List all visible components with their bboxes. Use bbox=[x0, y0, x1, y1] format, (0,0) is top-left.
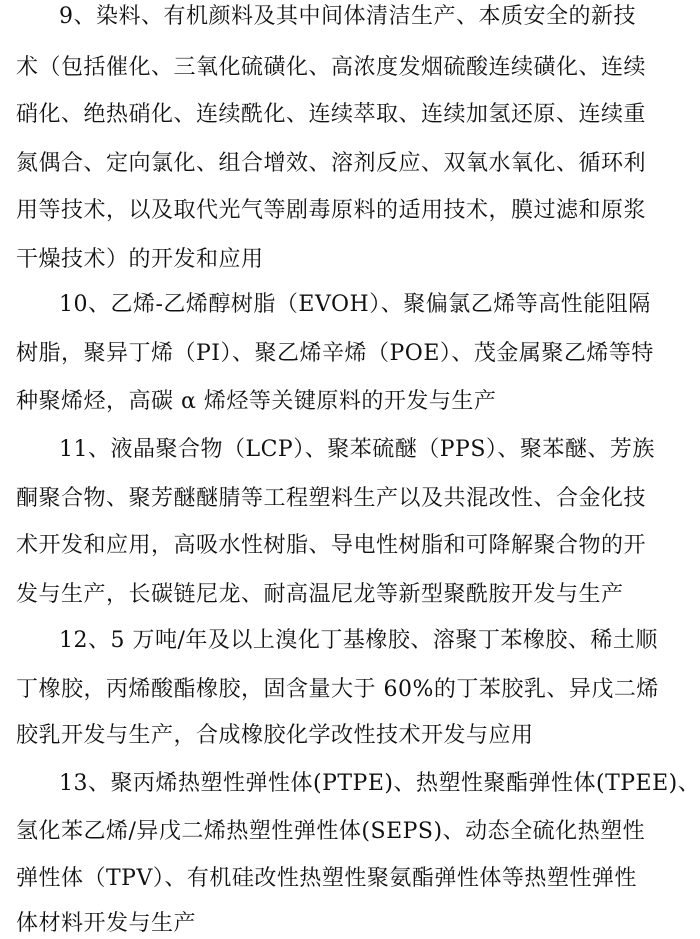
paragraph-9-line-6: 干燥技术）的开发和应用 bbox=[16, 247, 264, 272]
paragraph-12-line-2: 丁橡胶，丙烯酸酯橡胶，固含量大于 60%的丁苯胶乳、异戊二烯 bbox=[16, 677, 659, 702]
paragraph-10-line-1: 10、乙烯-乙烯醇树脂（EVOH）、聚偏氯乙烯等高性能阻隔 bbox=[59, 292, 651, 317]
paragraph-13-line-3: 弹性体（TPV）、有机硅改性热塑性聚氨酯弹性体等热塑性弹性 bbox=[16, 866, 637, 891]
paragraph-13-line-2: 氢化苯乙烯/异戊二烯热塑性弹性体(SEPS)、动态全硫化热塑性 bbox=[16, 819, 646, 844]
paragraph-11-line-4: 发与生产，长碳链尼龙、耐高温尼龙等新型聚酰胺开发与生产 bbox=[16, 582, 624, 607]
paragraph-10-line-3: 种聚烯烃，高碳 α 烯烃等关键原料的开发与生产 bbox=[16, 389, 497, 414]
paragraph-11-line-2: 酮聚合物、聚芳醚醚腈等工程塑料生产以及共混改性、合金化技 bbox=[16, 486, 647, 511]
paragraph-9-line-2: 术（包括催化、三氧化硫磺化、高浓度发烟硫酸连续磺化、连续 bbox=[16, 55, 647, 80]
paragraph-9-line-5: 用等技术，以及取代光气等剧毒原料的适用技术，膜过滤和原浆 bbox=[16, 198, 647, 223]
paragraph-12-line-1: 12、5 万吨/年及以上溴化丁基橡胶、溶聚丁苯橡胶、稀土顺 bbox=[59, 628, 658, 653]
paragraph-10-line-2: 树脂，聚异丁烯（PI）、聚乙烯辛烯（POE）、茂金属聚乙烯等特 bbox=[16, 341, 654, 366]
paragraph-11-line-1: 11、液晶聚合物（LCP）、聚苯硫醚（PPS）、聚苯醚、芳族 bbox=[59, 437, 655, 462]
paragraph-12-line-3: 胶乳开发与生产，合成橡胶化学改性技术开发与应用 bbox=[16, 723, 534, 748]
paragraph-9-line-3: 硝化、绝热硝化、连续酰化、连续萃取、连续加氢还原、连续重 bbox=[16, 102, 647, 127]
paragraph-13-line-4: 体材料开发与生产 bbox=[16, 911, 197, 936]
paragraph-11-line-3: 术开发和应用，高吸水性树脂、导电性树脂和可降解聚合物的开 bbox=[16, 533, 647, 558]
paragraph-13-line-1: 13、聚丙烯热塑性弹性体(PTPE)、热塑性聚酯弹性体(TPEE)、 bbox=[59, 771, 700, 796]
paragraph-9-line-4: 氮偶合、定向氯化、组合增效、溶剂反应、双氧水氧化、循环利 bbox=[16, 151, 647, 176]
paragraph-9-line-1: 9、染料、有机颜料及其中间体清洁生产、本质安全的新技 bbox=[59, 4, 636, 29]
